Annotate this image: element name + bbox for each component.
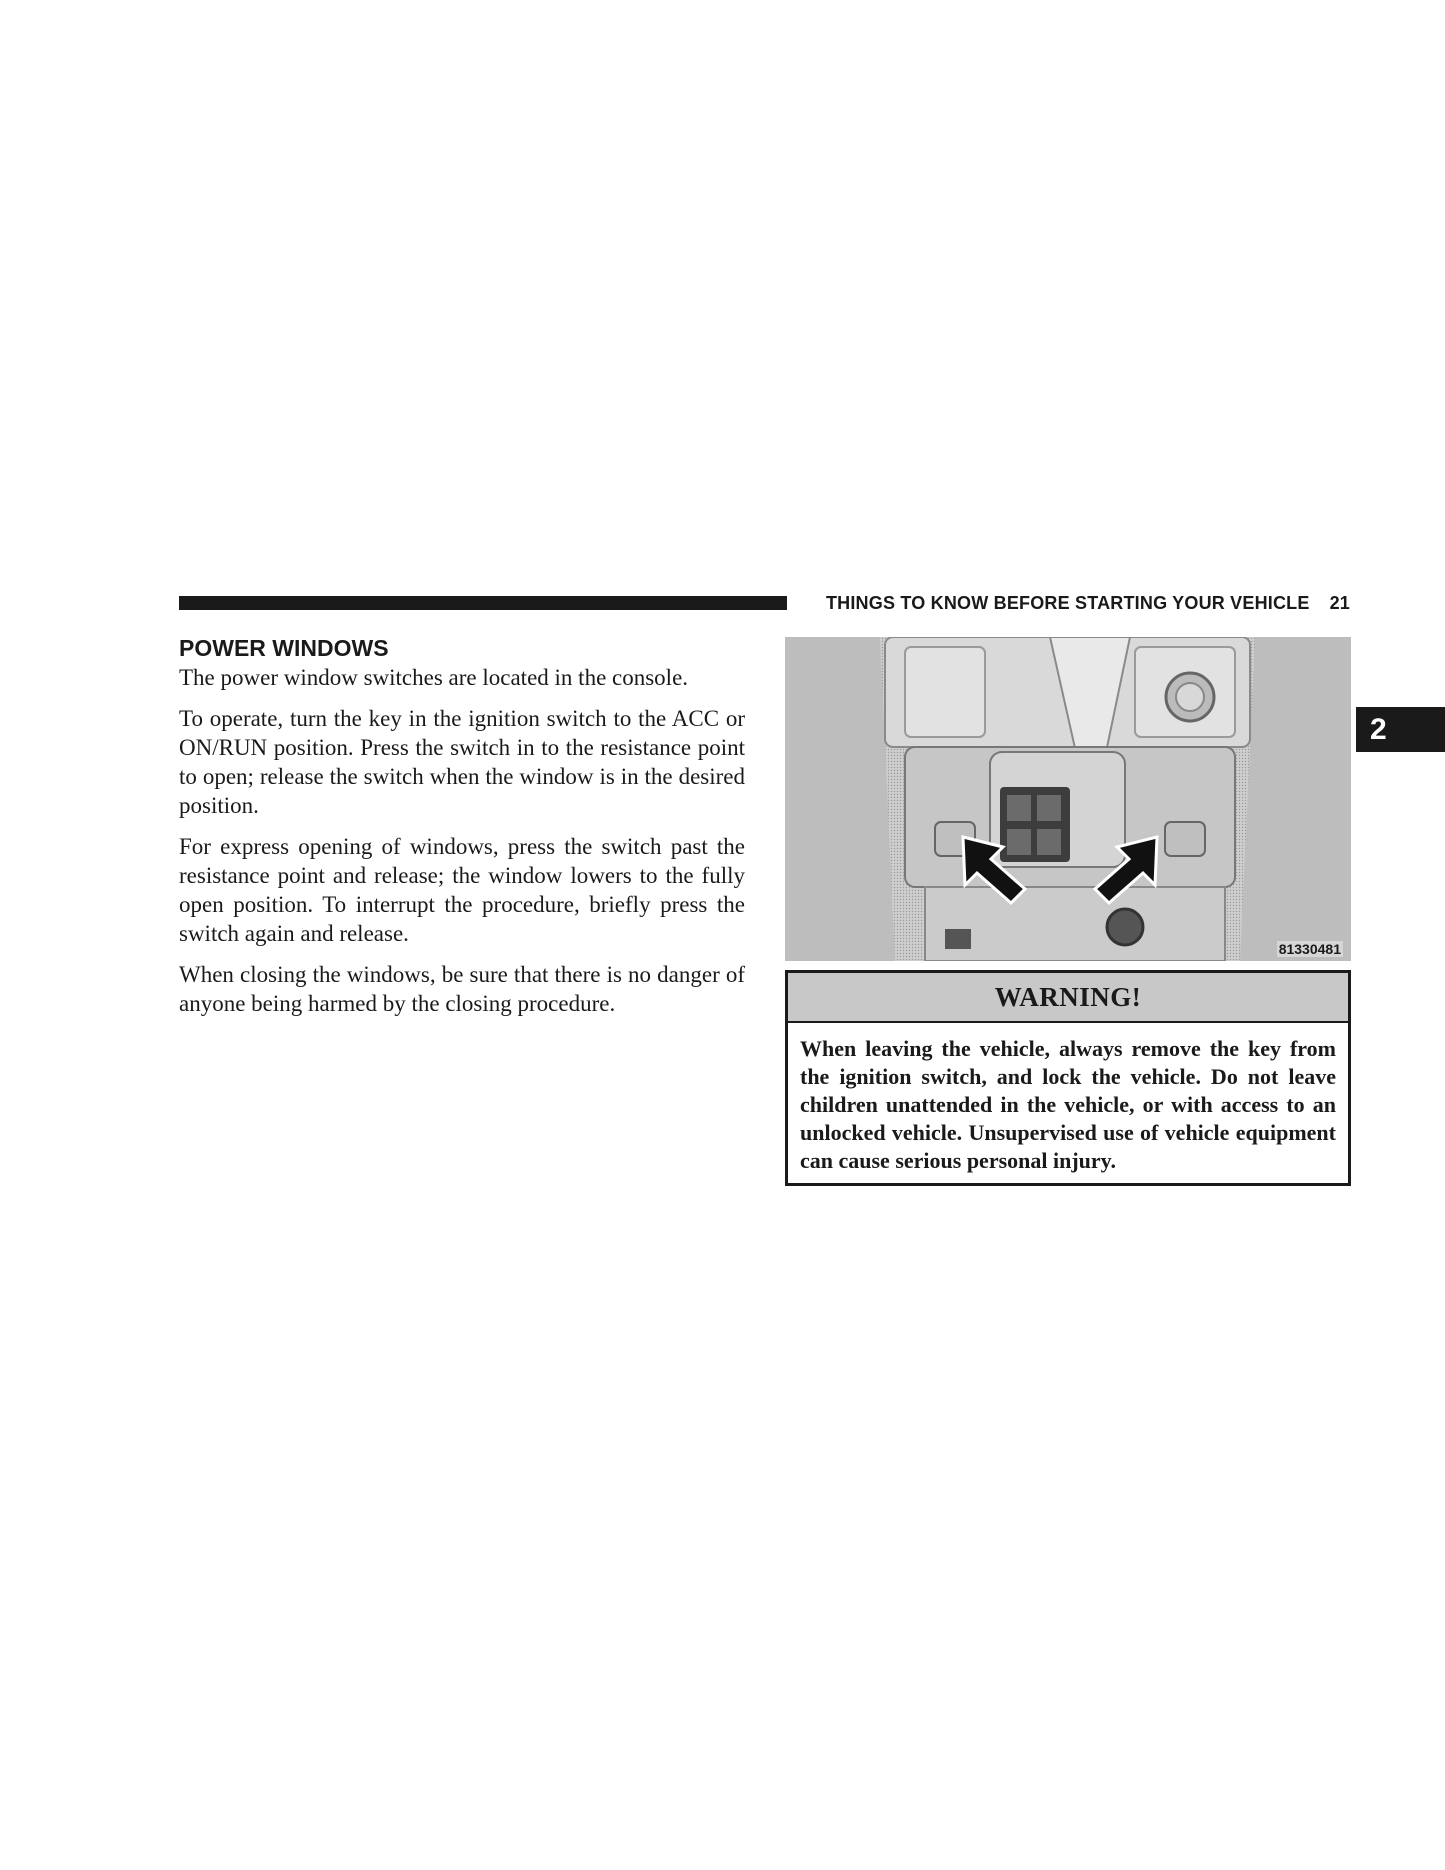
console-photo	[785, 637, 1351, 961]
header-section-title: THINGS TO KNOW BEFORE STARTING YOUR VEHICLE	[825, 592, 1310, 613]
paragraph: When closing the windows, be sure that there is no danger of anyone being harmed by the closing procedure.	[179, 962, 745, 1016]
header-rule	[179, 596, 787, 610]
power-windows-section	[179, 633, 745, 1030]
warning-text: When leaving the vehicle, always remove the key from the ignition switch, and lock the vehicle. Do not leave children unattended in the vehicle, or with access to an unlocked vehicle. Unsupervised use of vehicle equipment can cause serious personal injury.	[800, 1036, 1336, 1173]
chapter-tab: 2	[1356, 707, 1445, 752]
running-header	[808, 591, 1350, 615]
warning-title: WARNING!	[788, 973, 1348, 1023]
figure-code: 81330481	[1278, 941, 1341, 957]
warning-box	[785, 970, 1351, 1186]
paragraph: For express opening of windows, press the switch past the resistance point and release; the window lowers to the fully open position. To interrupt the procedure, briefly press the switch again and release.	[179, 834, 745, 946]
paragraph: To operate, turn the key in the ignition switch to the ACC or ON/RUN position. Press the switch in to the resistance point to open; release the switch when the window is in the desired position.	[179, 706, 745, 818]
paragraph: The power window switches are located in the console.	[179, 665, 689, 690]
section-title: POWER WINDOWS	[179, 635, 389, 661]
console-illustration	[785, 637, 1351, 961]
page-number: 21	[1329, 592, 1350, 613]
